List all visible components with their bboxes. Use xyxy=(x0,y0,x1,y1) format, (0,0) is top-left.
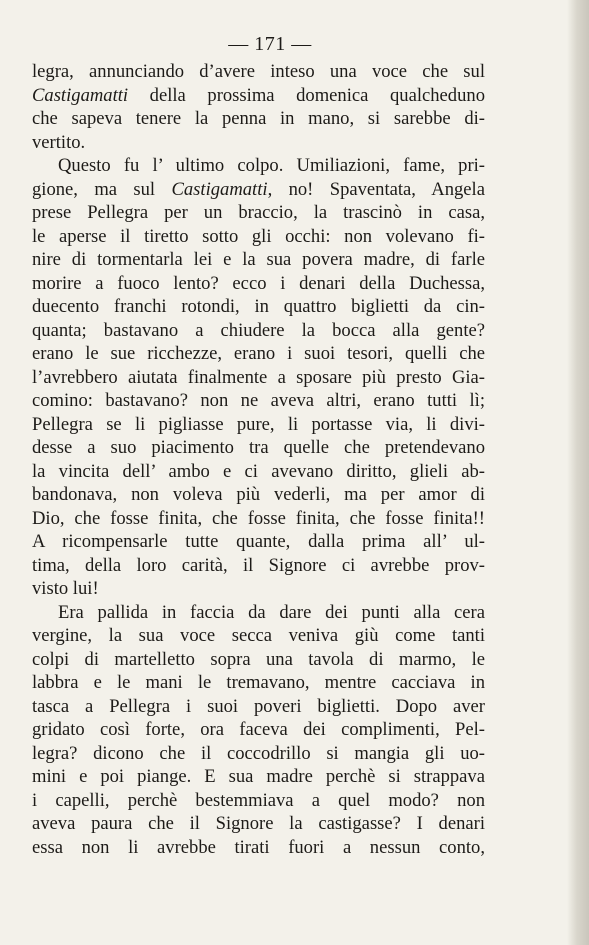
text-line: Dio, che fosse finita, che fosse finita, che fosse finita!! xyxy=(32,507,485,529)
text-line: mini e poi piange. E sua madre perchè si strappava xyxy=(32,766,485,787)
text-line: Pellegra se li pigliasse pure, li portasse via, li divi- xyxy=(32,413,485,435)
text-line: desse a suo piacimento tra quelle che pretendevano xyxy=(32,437,485,458)
text-line: quanta; bastavano a chiudere la bocca alla gente? xyxy=(32,319,485,341)
text-line: l’avrebbero aiutata finalmente a sposare più presto Gia- xyxy=(32,366,485,388)
text-line xyxy=(32,178,485,202)
page-number: — 171 — xyxy=(228,33,312,55)
text-line: comino: bastavano? non ne aveva altri, erano tutti lì; xyxy=(32,390,485,411)
text-line: legra? dicono che il coccodrillo si mangia gli uo- xyxy=(32,742,485,764)
body-text xyxy=(32,60,485,859)
italic-title: Castigamatti xyxy=(171,178,268,200)
text-line: aveva paura che il Signore la castigasse? I denari xyxy=(32,813,485,834)
text-line: prese Pellegra per un braccio, la trascinò in casa, xyxy=(32,202,485,223)
text-segment: gione, ma sul xyxy=(32,178,172,200)
text-line: visto lui! xyxy=(32,578,99,599)
italic-title: Castigamatti xyxy=(32,84,129,106)
text-line: tima, della loro carità, il Signore ci avrebbe prov- xyxy=(32,554,485,576)
text-line: nire di tormentarla lei e la sua povera madre, di farle xyxy=(32,249,485,270)
text-line: labbra e le mani le tremavano, mentre cacciava in xyxy=(32,672,485,693)
text-line xyxy=(32,84,485,108)
page-spine-shadow xyxy=(567,0,589,945)
text-line: vergine, la sua voce secca veniva giù come tanti xyxy=(32,625,485,646)
text-line: Questo fu l’ ultimo colpo. Umiliazioni, fame, pri- xyxy=(58,155,485,176)
text-line: che sapeva tenere la penna in mano, si sarebbe di- xyxy=(32,108,485,129)
text-line: i capelli, perchè bestemmiava a quel modo? non xyxy=(32,789,485,811)
text-line: erano le sue ricchezze, erano i suoi tesori, quelli che xyxy=(32,343,485,364)
text-line: la vincita dell’ ambo e ci avevano diritto, glieli ab- xyxy=(32,460,485,482)
text-line: essa non li avrebbe tirati fuori a nessun conto, xyxy=(32,836,485,858)
text-line: le aperse il tiretto sotto gli occhi: non volevano fi- xyxy=(32,225,485,247)
text-line: duecento franchi rotondi, in quattro biglietti da cin- xyxy=(32,296,485,317)
text-segment: , no! Spaventata, Angela xyxy=(267,178,485,200)
text-line: gridato così forte, ora faceva dei complimenti, Pel- xyxy=(32,719,485,740)
text-line: colpi di martelletto sopra una tavola di marmo, le xyxy=(32,648,485,670)
text-line: bandonava, non voleva più vederli, ma per amor di xyxy=(32,484,485,505)
text-line: vertito. xyxy=(32,131,86,153)
text-line: tasca a Pellegra i suoi poveri biglietti. Dopo aver xyxy=(32,695,485,717)
text-line: A ricompensarle tutte quante, dalla prima all’ ul- xyxy=(32,531,485,552)
text-line: morire a fuoco lento? ecco i denari della Duchessa, xyxy=(32,272,485,294)
text-segment: della prossima domenica qualcheduno xyxy=(128,84,485,106)
text-line: legra, annunciando d’avere inteso una voce che sul xyxy=(32,61,485,82)
text-line: Era pallida in faccia da dare dei punti alla cera xyxy=(58,601,485,623)
